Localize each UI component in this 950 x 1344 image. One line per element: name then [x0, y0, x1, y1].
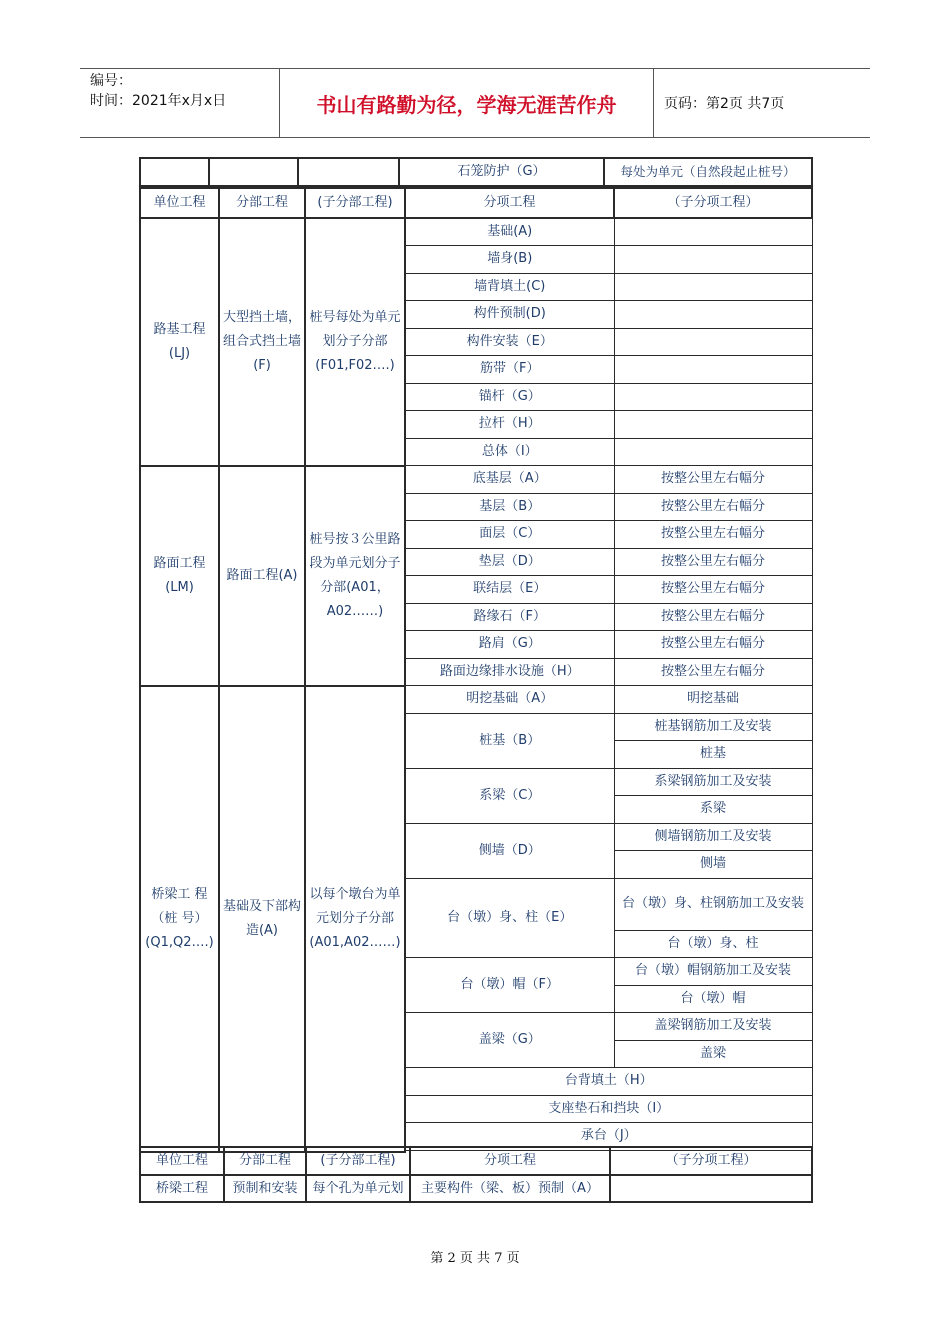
bridge-subitem: 系梁钢筋加工及安装	[614, 768, 812, 796]
time-label: 时间：2021年x月x日	[90, 93, 227, 109]
roadbed-item: 锚杆（G）	[405, 383, 614, 411]
roadbed-subpart: 桩号每处为单元划分子分部(F01,F02….)	[305, 218, 405, 466]
pavement-item: 路面边缘排水设施（H）	[405, 658, 614, 686]
col-header-unit: 单位工程	[140, 188, 219, 218]
blank-cell	[614, 356, 812, 384]
pavement-subitem: 按整公里左右幅分	[614, 658, 812, 686]
bridge-subitem: 台（墩）帽钢筋加工及安装	[614, 958, 812, 986]
roadbed-item: 墙背填土(C)	[405, 273, 614, 301]
bridge-item: 台（墩）帽（F）	[405, 958, 614, 1013]
col-header-item: 分项工程	[410, 1147, 610, 1175]
roadbed-item: 筋带（F）	[405, 356, 614, 384]
pavement-part: 路面工程(A)	[219, 466, 305, 686]
bridge-subitem: 桩基	[614, 741, 812, 769]
col-header-item: 分项工程	[405, 188, 614, 218]
bridge-subitem: 系梁	[614, 796, 812, 824]
pavement-item: 路缘石（F）	[405, 603, 614, 631]
bridge-subitem: 台（墩）身、柱钢筋加工及安装	[614, 878, 812, 930]
bridge-item: 侧墙（D）	[405, 823, 614, 878]
bridge-item: 明挖基础（A）	[405, 686, 614, 714]
bottom-unit: 桥梁工程	[140, 1175, 224, 1202]
bridge-subitem: 盖梁钢筋加工及安装	[614, 1013, 812, 1041]
bridge-item: 承台（J）	[405, 1123, 812, 1151]
bridge-subitem: 明挖基础	[614, 686, 812, 714]
bridge-subitem: 台（墩）身、柱	[614, 930, 812, 958]
header-meta	[80, 69, 280, 137]
blank-cell	[298, 158, 399, 186]
top-row-table	[139, 157, 813, 187]
roadbed-part: 大型挡土墙，组合式挡土墙(F)	[219, 218, 305, 466]
blank-cell	[614, 246, 812, 274]
bridge-subitem: 盖梁	[614, 1040, 812, 1068]
blank-cell	[614, 301, 812, 329]
roadbed-item: 构件预制(D)	[405, 301, 614, 329]
number-label: 编号：	[90, 73, 132, 89]
motto: 书山有路勤为径，学海无涯苦作舟	[280, 69, 654, 137]
roadbed-item: 墙身(B)	[405, 246, 614, 274]
pavement-item: 基层（B）	[405, 493, 614, 521]
bottom-subitem	[610, 1175, 812, 1202]
col-header-part: 分部工程	[219, 188, 305, 218]
blank-cell	[614, 411, 812, 439]
col-header-subitem: （子分项工程）	[610, 1147, 812, 1175]
bottom-subpart: 每个孔为单元划	[306, 1175, 410, 1202]
blank-cell	[614, 218, 812, 246]
pavement-subitem: 按整公里左右幅分	[614, 603, 812, 631]
pavement-subpart: 桩号按３公里路段为单元划分子分部(A01，A02……)	[305, 466, 405, 686]
roadbed-item: 拉杆（H）	[405, 411, 614, 439]
bridge-unit: 桥梁工 程（桩 号）(Q1,Q2….)	[140, 686, 219, 1153]
col-header-subpart: (子分部工程)	[305, 188, 405, 218]
blank-cell	[209, 158, 298, 186]
bridge-item: 系梁（C）	[405, 768, 614, 823]
bridge-item: 台背填土（H）	[405, 1068, 812, 1096]
roadbed-item: 构件安装（E）	[405, 328, 614, 356]
blank-cell	[614, 383, 812, 411]
pavement-subitem: 按整公里左右幅分	[614, 576, 812, 604]
blank-cell	[140, 158, 209, 186]
pavement-item: 底基层（A）	[405, 466, 614, 494]
bridge-subitem: 桩基钢筋加工及安装	[614, 713, 812, 741]
bridge-item: 支座垫石和挡块（I）	[405, 1095, 812, 1123]
roadbed-item: 总体（I）	[405, 438, 614, 466]
col-header-unit: 单位工程	[140, 1147, 224, 1175]
roadbed-unit: 路基工程(LJ)	[140, 218, 219, 466]
main-table	[139, 187, 813, 1153]
page-footer: 第 2 页 共 7 页	[430, 1251, 520, 1266]
bridge-subitem: 台（墩）帽	[614, 985, 812, 1013]
col-header-subpart: (子分部工程)	[306, 1147, 410, 1175]
pavement-item: 路肩（G）	[405, 631, 614, 659]
page-header	[80, 68, 870, 138]
blank-cell	[614, 273, 812, 301]
page-info: 页码：第2页 共7页	[664, 96, 785, 112]
blank-cell	[614, 328, 812, 356]
bottom-part: 预制和安装	[224, 1175, 306, 1202]
pavement-subitem: 按整公里左右幅分	[614, 521, 812, 549]
bridge-subitem: 侧墙	[614, 851, 812, 879]
top-item: 石笼防护（G）	[399, 158, 604, 186]
pavement-subitem: 按整公里左右幅分	[614, 466, 812, 494]
pavement-subitem: 按整公里左右幅分	[614, 631, 812, 659]
bridge-subitem: 侧墙钢筋加工及安装	[614, 823, 812, 851]
bridge-part: 基础及下部构造(A)	[219, 686, 305, 1153]
bridge-subpart: 以每个墩台为单元划分子分部(A01,A02……)	[305, 686, 405, 1153]
pavement-item: 联结层（E）	[405, 576, 614, 604]
roadbed-item: 基础(A)	[405, 218, 614, 246]
pavement-item: 面层（C）	[405, 521, 614, 549]
bridge-item: 台（墩）身、柱（E）	[405, 878, 614, 958]
blank-cell	[614, 438, 812, 466]
col-header-part: 分部工程	[224, 1147, 306, 1175]
pavement-subitem: 按整公里左右幅分	[614, 493, 812, 521]
pavement-unit: 路面工程(LM)	[140, 466, 219, 686]
pavement-subitem: 按整公里左右幅分	[614, 548, 812, 576]
bridge-item: 盖梁（G）	[405, 1013, 614, 1068]
bottom-item: 主要构件（梁、板）预制（A）	[410, 1175, 610, 1202]
top-note: 每处为单元（自然段起止桩号）	[604, 158, 812, 186]
bridge-item: 桩基（B）	[405, 713, 614, 768]
bottom-table	[139, 1146, 813, 1203]
col-header-subitem: （子分项工程）	[614, 188, 812, 218]
pavement-item: 垫层（D）	[405, 548, 614, 576]
